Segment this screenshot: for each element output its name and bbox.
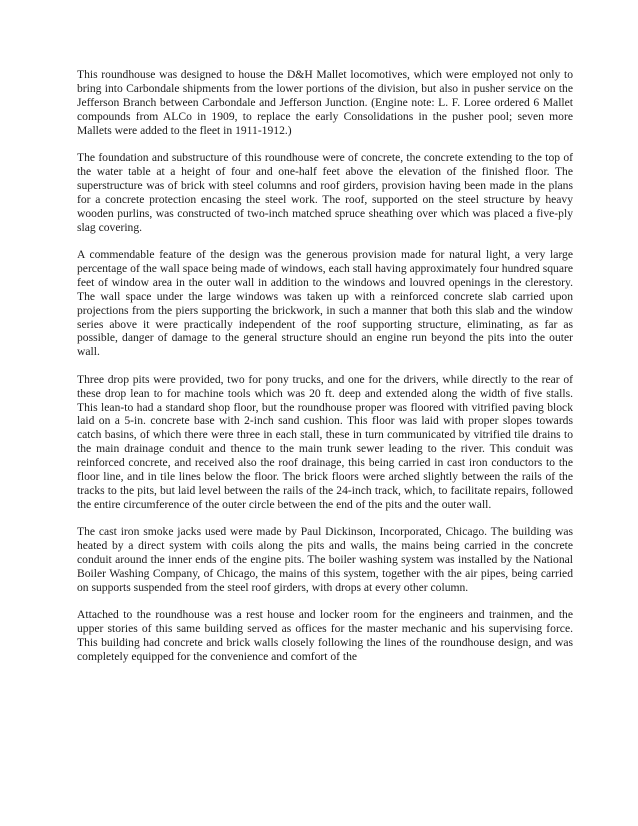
paragraph-natural-light: A commendable feature of the design was the generous provision made for natural light, a very large percentage of the wall space being made of windows, each stall having approximately four hundred square feet of window area in the outer wall in addition to the windows and louvred openings in the clerestory. The wall space under the large windows was taken up with a reinforced concrete slab carried upon projections from the piers supporting the brickwork, in such a manner that both this slab and the window series above it were practically independent of the roof supporting structure, eliminating, as far as possible, danger of damage to the general structure should an engine run beyond the pits into the outer wall. xyxy=(77,247,573,359)
paragraph-mallet-locomotives: This roundhouse was designed to house the D&H Mallet locomotives, which were employed not only to bring into Carbondale shipments from the lower portions of the division, but also in pusher service on the Jefferson Branch between Carbondale and Jefferson Junction. (Engine note: L. F. Loree ordered 6 Mallet compounds from ALCo in 1909, to replace the early Consolidations in the pusher pool; seven more Mallets were added to the fleet in 1911-1912.) xyxy=(77,68,573,137)
paragraph-drop-pits: Three drop pits were provided, two for pony trucks, and one for the drivers, while directly to the rear of these drop lean to for machine tools which was 20 ft. deep and extended along the width of five stalls. This lean-to had a standard shop floor, but the roundhouse proper was floored with vitrified paving block laid on a 5-in. concrete base with 2-inch sand cushion. This floor was laid with proper slopes towards catch basins, of which there were three in each stall, these in turn communicated by vitrified tile drains to the main drainage conduit and thence to the main trunk sewer leading to the river. This conduit was reinforced concrete, and received also the roof drainage, this being carried in cast iron conductors to the floor line, and in tile lines below the floor. The brick floors were arched slightly between the rails of the tracks to the pits, but laid level between the rails of the 24-inch track, which, to facilitate repairs, followed the entire circumference of the outer circle between the end of the pits and the outer wall. xyxy=(77,372,573,511)
paragraph-rest-house: Attached to the roundhouse was a rest house and locker room for the engineers and trainmen, and the upper stories of this same building served as offices for the master mechanic and his supervising force. This building had concrete and brick walls closely following the lines of the roundhouse design, and was completely equipped for the convenience and comfort of the xyxy=(77,608,573,664)
paragraph-foundation: The foundation and substructure of this roundhouse were of concrete, the concrete extending to the top of the water table at a height of four and one-half feet above the elevation of the finished floor. The superstructure was of brick with steel columns and roof girders, provision having been made in the plans for a concrete protection encasing the steel work. The roof, supported on the steel structure by heavy wooden purlins, was constructed of two-inch matched spruce sheathing over which was placed a five-ply slag covering. xyxy=(77,151,573,234)
paragraph-smoke-jacks: The cast iron smoke jacks used were made by Paul Dickinson, Incorporated, Chicago. The building was heated by a direct system with coils along the pits and walls, the mains being carried in the concrete conduit around the inner ends of the engine pits. The boiler washing system was installed by the National Boiler Washing Company, of Chicago, the mains of this system, together with the air pipes, being carried on supports suspended from the steel roof girders, with drops at every other column. xyxy=(77,525,573,594)
